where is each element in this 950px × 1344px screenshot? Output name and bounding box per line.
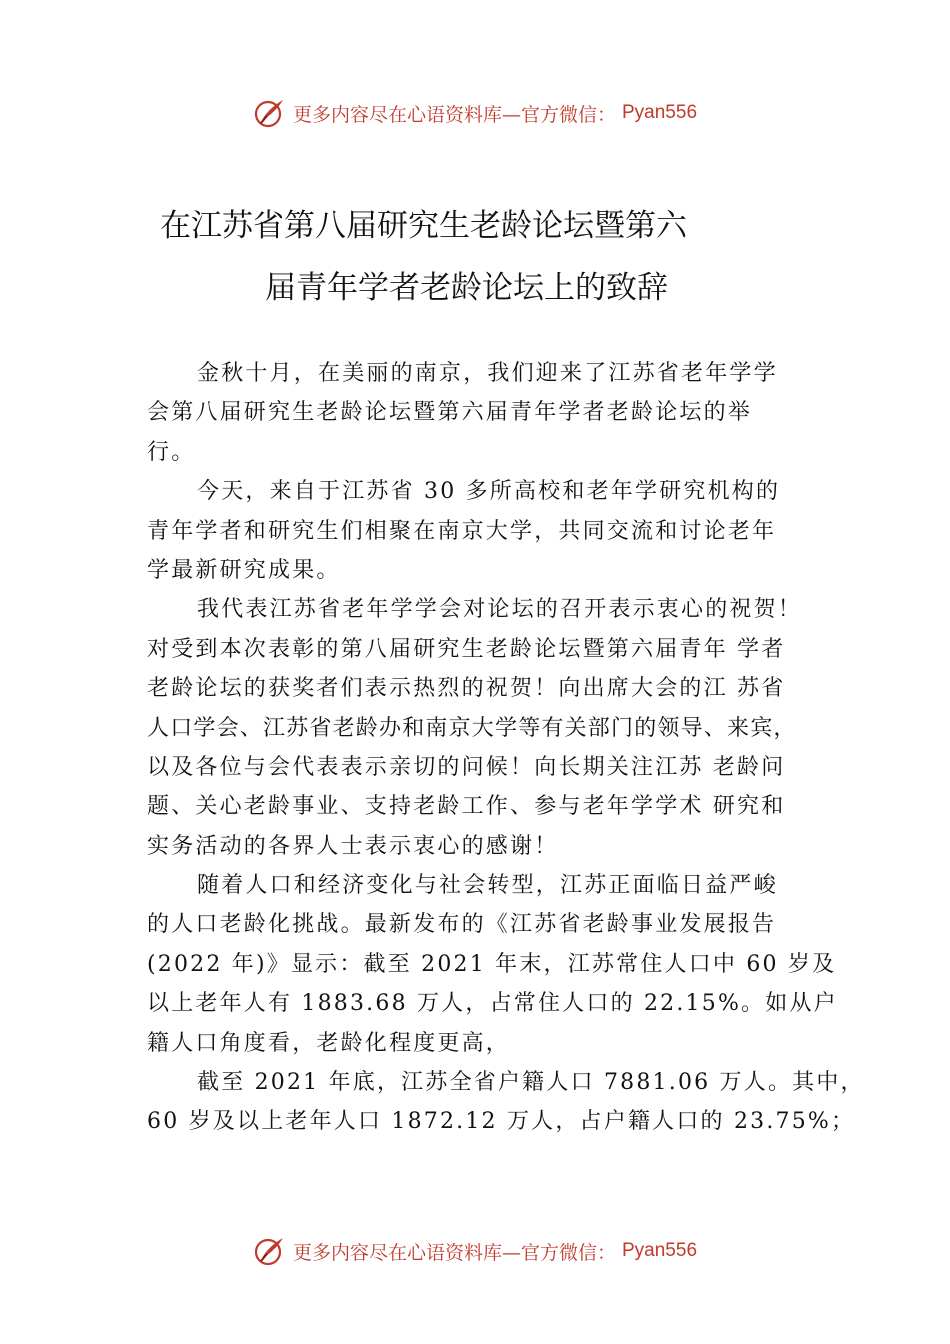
paragraph-3-line-3: 老龄论坛的获奖者们表示热烈的祝贺！向出席大会的江 苏省 xyxy=(147,676,786,702)
paragraph-2-line-1: 今天，来自于江苏省 30 多所高校和老年学研究机构的 xyxy=(197,479,781,505)
paragraph-4-line-4: 以上老年人有 1883.68 万人，占常住人口的 22.15%。如从户 xyxy=(147,991,838,1017)
paragraph-4-line-3: (2022 年)》显示：截至 2021 年末，江苏常住人口中 60 岁及 xyxy=(147,951,837,977)
document-body xyxy=(147,354,865,1142)
paragraph-3-line-2: 对受到本次表彰的第八届研究生老龄论坛暨第六届青年 学者 xyxy=(147,636,786,662)
quill-logo-icon xyxy=(253,1234,287,1268)
watermark-text: 更多内容尽在心语资料库—官方微信： xyxy=(292,103,616,126)
paragraph-3-line-4: 人口学会、江苏省老龄办和南京大学等有关部门的领导、来宾， xyxy=(147,715,797,741)
wechat-id: Pyan556 xyxy=(622,1240,698,1261)
paragraph-1-line-2: 会第八届研究生老龄论坛暨第六届青年学者老龄论坛的举 xyxy=(147,400,753,426)
paragraph-1-line-1: 金秋十月，在美丽的南京，我们迎来了江苏省老年学学 xyxy=(197,361,778,386)
paragraph-3-line-5: 以及各位与会代表表示亲切的问候！向长期关注江苏 老龄问 xyxy=(147,754,786,780)
paragraph-3-line-6: 题、关心老龄事业、支持老龄工作、参与老年学学术 研究和 xyxy=(147,794,786,820)
paragraph-5-line-1: 截至 2021 年底，江苏全省户籍人口 7881.06 万人。其中， xyxy=(197,1070,865,1096)
paragraph-4-line-1: 随着人口和经济变化与社会转型，江苏正面临日益严峻 xyxy=(197,873,778,899)
paragraph-2-line-3: 学最新研究成果。 xyxy=(147,557,341,583)
document-title-line-1: 在江苏省第八届研究生老龄论坛暨第六 xyxy=(160,208,687,244)
paragraph-4-line-5: 籍人口角度看，老龄化程度更高， xyxy=(147,1030,511,1056)
paragraph-2-line-2: 青年学者和研究生们相聚在南京大学，共同交流和讨论老年 xyxy=(147,518,777,544)
header-watermark xyxy=(0,96,950,130)
document-title-line-2: 届青年学者老龄论坛上的致辞 xyxy=(265,270,668,306)
quill-logo-icon xyxy=(253,96,287,130)
watermark-text: 更多内容尽在心语资料库—官方微信： xyxy=(292,1241,616,1264)
paragraph-4-line-2: 的人口老龄化挑战。最新发布的《江苏省老龄事业发展报告 xyxy=(147,912,777,938)
wechat-id: Pyan556 xyxy=(622,102,698,123)
paragraph-5-line-2: 60 岁及以上老年人口 1872.12 万人，占户籍人口的 23.75%； xyxy=(147,1109,856,1135)
paragraph-3-line-7: 实务活动的各界人士表示衷心的感谢！ xyxy=(147,833,559,859)
paragraph-1-line-3: 行。 xyxy=(147,439,196,465)
footer-watermark xyxy=(0,1234,950,1268)
paragraph-3-line-1: 我代表江苏省老年学学会对论坛的召开表示衷心的祝贺！ xyxy=(197,597,803,623)
